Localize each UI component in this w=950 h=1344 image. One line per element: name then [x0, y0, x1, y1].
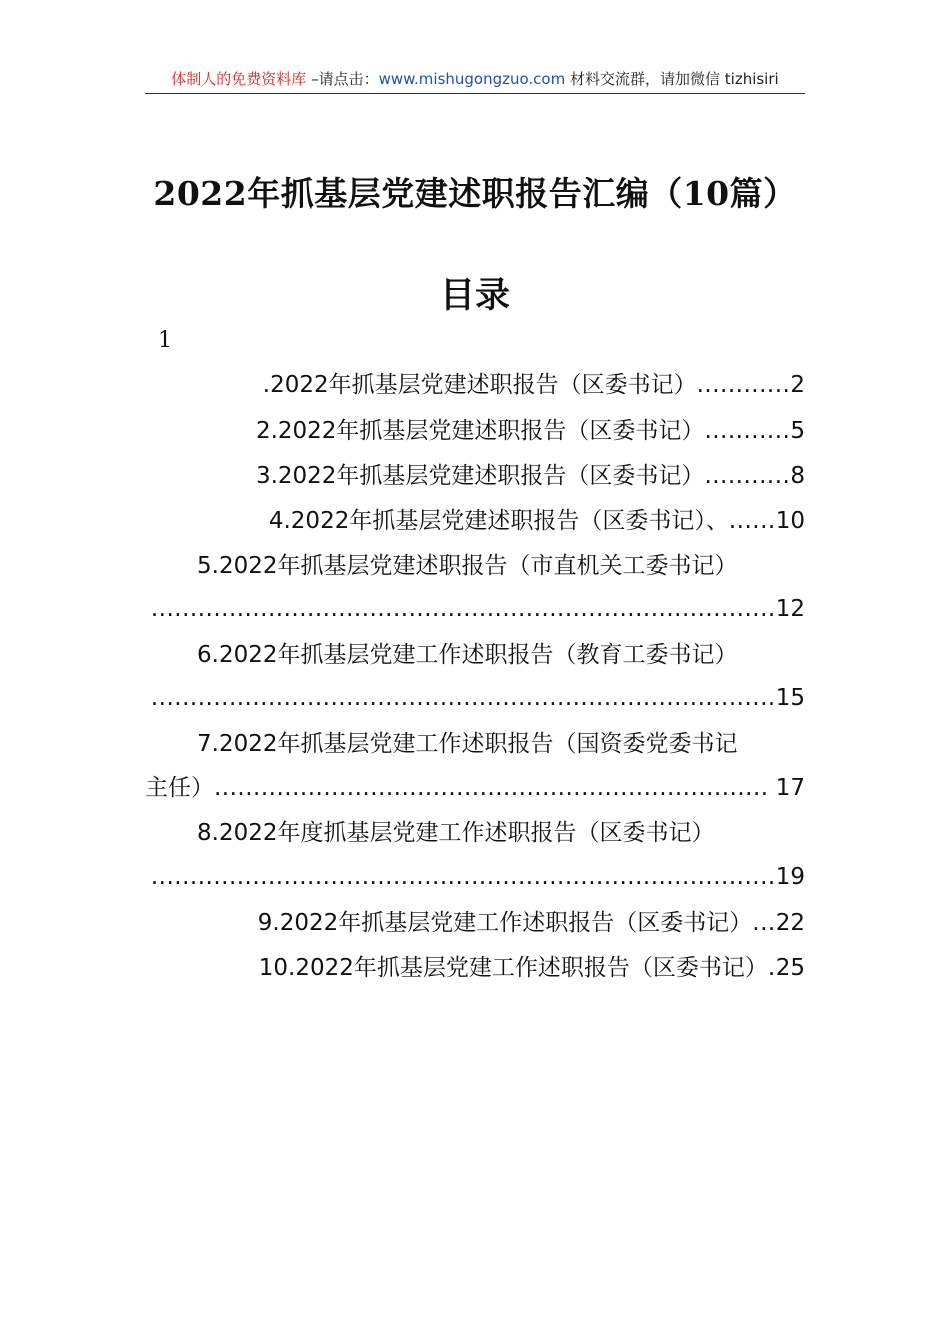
toc-entry-page: 19 — [775, 864, 805, 890]
toc-entry-4[interactable] — [269, 506, 805, 536]
toc-entry-7-continuation — [145, 773, 805, 803]
toc-entry-page: 10 — [775, 508, 805, 534]
toc-entry-text: 9.2022年抓基层党建工作述职报告（区委书记） — [257, 910, 753, 936]
toc-entry-page: 22 — [775, 910, 805, 936]
toc-entry-text: 4.2022年抓基层党建述职报告（区委书记）、 — [268, 508, 729, 534]
toc-entry-8-leader-line — [145, 862, 805, 892]
toc-entry-text: 7.2022年抓基层党建工作述职报告（国资委党委书记 — [197, 731, 738, 757]
toc-entry-text: 2.2022年抓基层党建述职报告（区委书记） — [255, 418, 705, 444]
header-url-link[interactable]: www.mishugongzuo.com — [378, 70, 566, 88]
toc-entry-leader: ... — [752, 910, 776, 936]
page-header — [145, 68, 805, 94]
toc-entry-page: 5 — [790, 418, 805, 444]
toc-entry-5-leader-line — [145, 594, 805, 624]
toc-entry-text: 8.2022年度抓基层党建工作述职报告（区委书记） — [197, 820, 715, 846]
toc-entry-text: 6.2022年抓基层党建工作述职报告（教育工委书记） — [197, 642, 738, 668]
toc-entry-leader: ................................................................................ — [150, 864, 776, 890]
toc-entry-6[interactable] — [197, 640, 737, 670]
toc-entry-text: .2022年抓基层党建述职报告（区委书记） — [262, 372, 697, 398]
toc-entry-page: 25 — [775, 955, 805, 981]
toc-entry-leader: ................................................................................ — [150, 685, 776, 711]
toc-entry-page: 2 — [790, 372, 805, 398]
toc-entry-5[interactable] — [197, 551, 737, 581]
toc-entry-leader: ........... — [704, 418, 791, 444]
document-title: 2022年抓基层党建述职报告汇编（10篇） — [153, 174, 797, 213]
toc-entry-6-leader-line — [145, 683, 805, 713]
toc-entry-9[interactable] — [258, 908, 805, 938]
toc-entry-1[interactable] — [263, 370, 805, 400]
toc-entry-text-continuation: 主任） — [145, 775, 214, 801]
toc-entry-7[interactable] — [197, 729, 737, 759]
toc-entry-leader: ........... — [704, 463, 791, 489]
toc-entry-3[interactable] — [256, 461, 805, 491]
header-brand: 体制人的免费资料库 — [171, 70, 307, 88]
toc-entry-leader: ............ — [696, 372, 791, 398]
toc-entry-page: 12 — [775, 596, 805, 622]
toc-entry-page: 17 — [772, 773, 805, 803]
header-contact: 材料交流群，请加微信 tizhisiri — [565, 70, 779, 88]
toc-entry-leader: ....................................................................... — [214, 775, 769, 801]
toc-list-number: 1 — [158, 328, 172, 353]
toc-entry-leader: ................................................................................ — [150, 596, 776, 622]
toc-entry-page: 15 — [775, 685, 805, 711]
header-prompt: –请点击： — [306, 70, 379, 88]
toc-entry-leader: . — [767, 955, 776, 981]
toc-entry-page: 8 — [790, 463, 805, 489]
toc-entry-text: 5.2022年抓基层党建述职报告（市直机关工委书记） — [197, 553, 738, 579]
toc-entry-leader: ...... — [728, 508, 776, 534]
toc-entry-2[interactable] — [256, 416, 805, 446]
toc-entry-text: 10.2022年抓基层党建工作述职报告（区委书记） — [258, 955, 768, 981]
toc-heading: 目录 — [439, 275, 510, 316]
toc-entry-10[interactable] — [259, 953, 805, 983]
toc-entry-8[interactable] — [197, 818, 714, 848]
toc-entry-text: 3.2022年抓基层党建述职报告（区委书记） — [255, 463, 705, 489]
